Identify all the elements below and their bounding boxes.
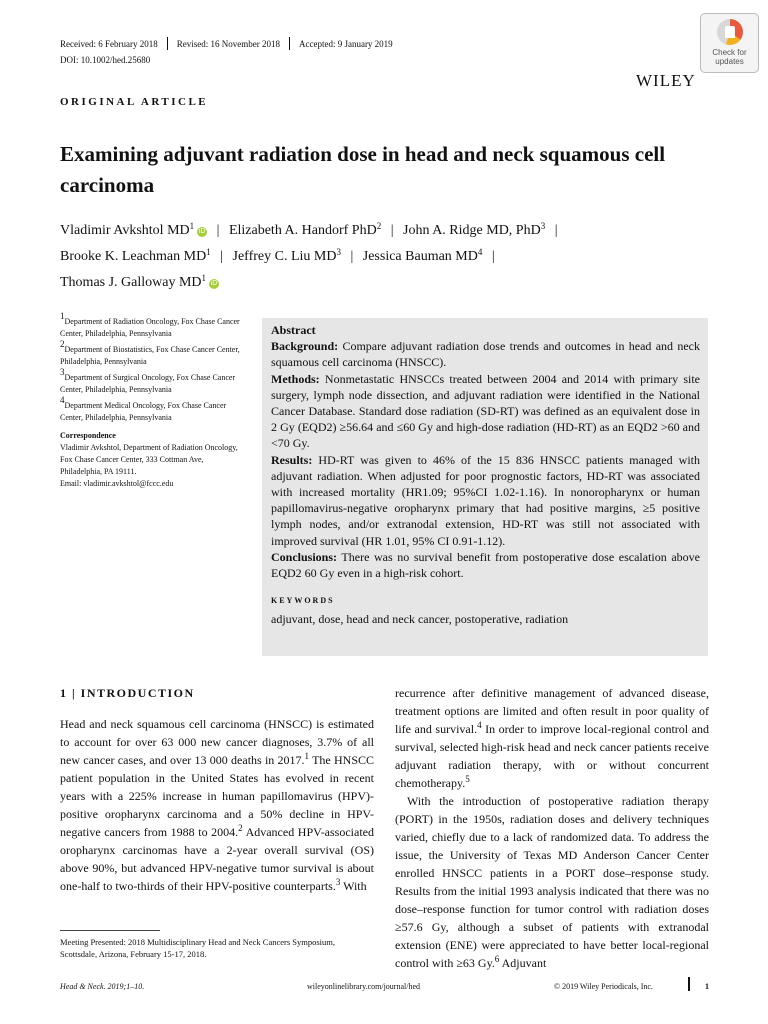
author-name: John A. Ridge MD, PhD <box>403 223 541 238</box>
author-name: Jeffrey C. Liu MD <box>232 249 337 264</box>
text-run: Adjuvant <box>499 956 547 970</box>
paragraph <box>395 792 709 972</box>
affiliation <box>60 339 246 368</box>
section-label: Conclusions: <box>271 549 338 564</box>
text-run: With <box>340 879 367 893</box>
text-run: The HNSCC patient population in the United States has evolved in recent years with a 225% increase in human papillomavirus (HPV)-positive oropharynx carcinoma and a 50% decline in HPV-negative cancers from 1988 to 2004. <box>60 753 375 839</box>
author-name: Brooke K. Leachman MD <box>60 249 207 264</box>
author-name: Jessica Bauman MD <box>362 249 478 264</box>
affiliation-number: 2 <box>60 339 65 349</box>
author-separator: | <box>554 223 558 238</box>
abstract-conclusions <box>271 549 700 581</box>
doi[interactable]: DOI: 10.1002/hed.25680 <box>60 55 151 65</box>
section-text: Compare adjuvant radiation dose trends and outcomes in head and neck squamous cell carcinoma (HNSCC). <box>271 339 701 370</box>
author-name: Thomas J. Galloway MD <box>60 275 202 290</box>
body-column-left <box>60 715 374 895</box>
section-text: Nonmetastatic HNSCCs treated between 2004 and 2014 with primary site surgery, lymph node dissection, and adjuvant radiation were identified in the National Cancer Database. Standard dose radiation (SD-RT) was defined as an equivalent dose in 2 Gy (EQD2) ≥56.64 and ≤60 Gy and high-dose radiation (HD-RT) as an EQD2 >60 and <70 Gy. <box>271 371 700 451</box>
article-type: ORIGINAL ARTICLE <box>60 96 209 108</box>
journal-citation: Head & Neck. 2019;1–10. <box>60 982 145 991</box>
section-text: There was no survival benefit from postoperative dose escalation above EQD2 60 Gy even in a high-risk cohort. <box>271 549 700 581</box>
affiliation-text: Department Medical Oncology, Fox Chase Cancer Center, Philadelphia, Pennsylvania <box>60 401 227 422</box>
citation-ref[interactable]: 6 <box>494 954 500 964</box>
correspondence-heading: Correspondence <box>60 431 116 440</box>
check-for-updates-badge[interactable] <box>700 13 759 73</box>
abstract-background <box>271 338 700 370</box>
author-separator: | <box>491 249 495 264</box>
orcid-icon[interactable]: iD <box>198 228 206 235</box>
abstract-heading: Abstract <box>271 323 316 337</box>
keywords-list: adjuvant, dose, head and neck cancer, postoperative, radiation <box>271 612 569 627</box>
orcid-icon[interactable]: iD <box>210 280 218 287</box>
paragraph <box>60 715 374 895</box>
author-line-3 <box>60 270 720 296</box>
affiliation <box>60 367 246 396</box>
check-updates-line2: updates <box>715 57 744 66</box>
abstract-results <box>271 452 700 549</box>
author-affiliation-ref: 4 <box>477 247 483 257</box>
section-label: Results: <box>271 452 313 467</box>
affiliation <box>60 311 246 340</box>
journal-url[interactable]: wileyonlinelibrary.com/journal/hed <box>307 982 421 991</box>
keywords-heading: KEYWORDS <box>271 596 335 606</box>
text-run: recurrence after definitive management of advanced disease, treatment options are limited and often result in poor quality of life and survival. <box>395 686 709 736</box>
divider <box>289 37 290 50</box>
correspondence-email[interactable]: Email: vladimir.avkshtol@fccc.edu <box>60 479 174 488</box>
citation-ref[interactable]: 5 <box>465 774 470 784</box>
author-list <box>60 218 720 296</box>
text-run: With the introduction of postoperative radiation therapy (PORT) in the 1950s, radiation doses and delivery techniques varied, chiefly due to a lack of randomized data. To address the issue, the University of Texas MD Anderson Cancer Center enrolled HNSCC patients in a PORT dose–response study. Results from the initial 1993 analysis indicated that there was no dose–response function for tumor control with radiation doses ≥57.6 Gy, although a subset of patients with extranodal extension (ENE) were appreciated to have better local-regional control with ≥63 Gy. <box>395 794 709 970</box>
citation-ref[interactable]: 3 <box>335 877 341 887</box>
author-name: Vladimir Avkshtol MD <box>60 223 190 238</box>
affiliation-text: Department of Radiation Oncology, Fox Chase Cancer Center, Philadelphia, Pennsylvania <box>60 317 240 338</box>
affiliation-number: 1 <box>60 311 65 321</box>
author-separator: | <box>350 249 354 264</box>
text-run: Head and neck squamous cell carcinoma (HNSCC) is estimated to account for over 63 000 new cancer diagnoses, 3.7% of all new cancer cases, and over 13 000 deaths in 2017. <box>60 717 374 767</box>
publisher-logo: WILEY <box>636 71 696 90</box>
accepted-date: Accepted: 9 January 2019 <box>298 38 393 49</box>
affiliation <box>60 395 246 424</box>
page-number: 1 <box>705 982 709 991</box>
copyright: © 2019 Wiley Periodicals, Inc. <box>554 982 653 991</box>
section-label: Background: <box>271 339 339 354</box>
check-updates-line1: Check for <box>712 48 747 57</box>
history-dates <box>60 37 393 50</box>
text-run: Advanced HPV-associated oropharynx carcinomas have a 2-year overall survival (OS) above 90%, but advanced HPV-negative tumor survival is about one-half to two-thirds of their HPV-positive counterparts. <box>60 825 374 893</box>
affiliation-text: Department of Biostatistics, Fox Chase Cancer Center, Philadelphia, Pennsylvania <box>60 345 240 366</box>
author-affiliation-ref: 3 <box>540 221 546 231</box>
divider <box>167 37 168 50</box>
affiliation-number: 3 <box>60 367 65 377</box>
author-line-1 <box>60 218 720 244</box>
author-affiliation-ref: 1 <box>189 221 195 231</box>
abstract-box <box>262 318 708 656</box>
crossmark-icon <box>717 19 743 45</box>
revised-date: Revised: 16 November 2018 <box>176 38 280 49</box>
citation-ref[interactable]: 1 <box>304 751 310 761</box>
article-title: Examining adjuvant radiation dose in head and neck squamous cell carcinoma <box>60 142 666 197</box>
section-heading-introduction: 1 | INTRODUCTION <box>60 686 195 700</box>
author-separator: | <box>216 223 220 238</box>
author-name: Elizabeth A. Handorf PhD <box>228 223 377 238</box>
section-label: Methods: <box>271 371 320 386</box>
author-affiliation-ref: 2 <box>376 221 382 231</box>
author-line-2 <box>60 244 720 270</box>
author-affiliation-ref: 3 <box>336 247 341 257</box>
affiliation-number: 4 <box>60 395 65 405</box>
citation-ref[interactable]: 4 <box>477 720 482 730</box>
correspondence-address: Vladimir Avkshtol, Department of Radiation Oncology, Fox Chase Cancer Center, 333 Cottman Ave, Philadelphia, PA 19111. <box>60 443 238 476</box>
body-column-right <box>395 684 709 972</box>
affiliations-panel <box>60 311 246 494</box>
author-affiliation-ref: 1 <box>201 273 207 283</box>
citation-ref[interactable]: 2 <box>238 823 243 833</box>
footnote-rule <box>60 930 160 931</box>
affiliation-text: Department of Surgical Oncology, Fox Chase Cancer Center, Philadelphia, Pennsylvania <box>60 373 236 394</box>
footnote: Meeting Presented: 2018 Multidisciplinary Head and Neck Cancers Symposium, Scottsdale, Arizona, February 15-17, 2018. <box>60 937 336 959</box>
paragraph <box>395 684 709 792</box>
author-separator: | <box>390 223 394 238</box>
author-affiliation-ref: 1 <box>206 247 211 257</box>
text-run: In order to improve local-regional control and survival, selected high-risk head and neck cancer patients receive adjuvant radiation therapy, with or without concurrent chemotherapy. <box>395 722 709 790</box>
received-date: Received: 6 February 2018 <box>60 38 158 49</box>
abstract-methods <box>271 371 700 452</box>
footer-divider <box>688 977 690 991</box>
author-separator: | <box>220 249 223 264</box>
section-text: HD-RT was given to 46% of the 15 836 HNSCC patients managed with adjuvant radiation. When adjusted for poor prognostic factors, HD-RT was associated with increased mortality (HR1.09; 95%CI 1.02-1.16). In nonoropharynx or human papillomavirus-negative oropharynx primary that had positive margins, ≥5 positive lymph nodes, and/or extranodal extension, HD-RT was still not associated with improved survival (HR 1.01, 95% CI 0.91-1.12). <box>271 452 701 548</box>
